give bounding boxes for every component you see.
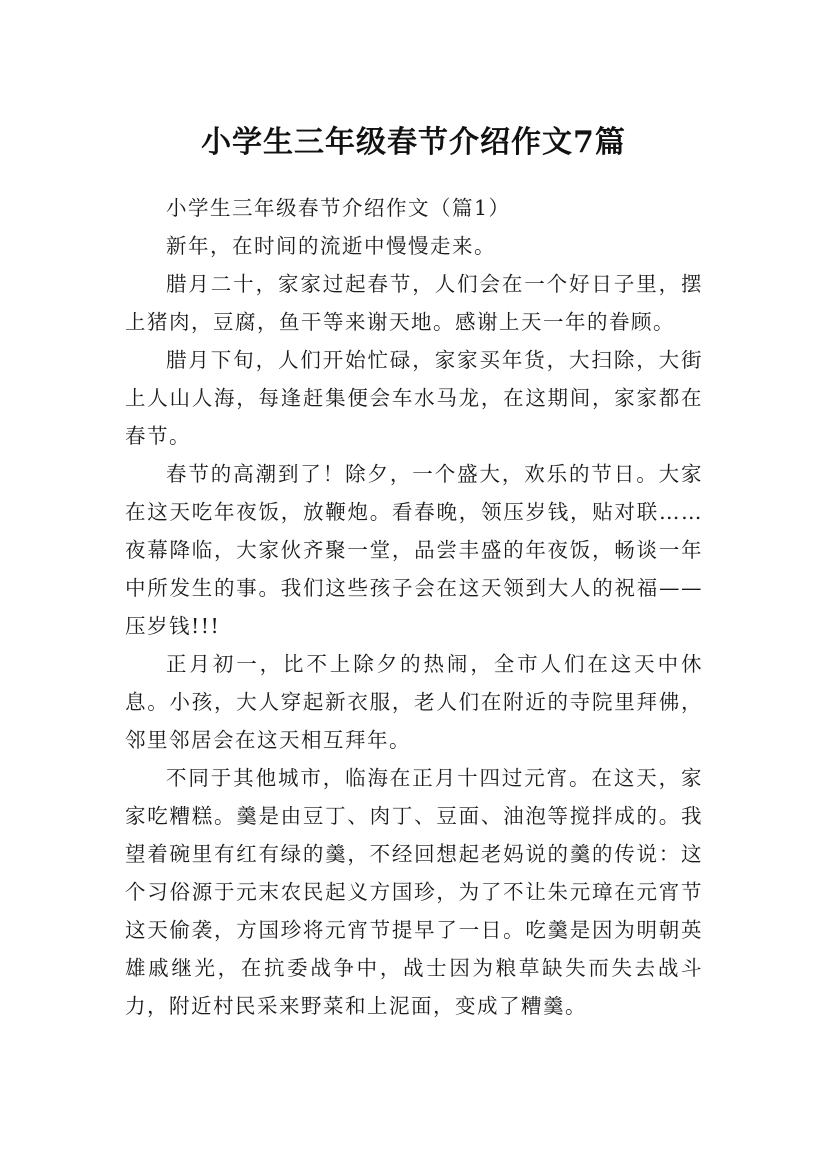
document-body	[125, 189, 703, 1025]
document-title: 小学生三年级春节介绍作文7篇	[201, 125, 626, 161]
paragraph: 腊月下旬，人们开始忙碌，家家买年货，大扫除，大街上人山人海，每逢赶集便会车水马龙，在这期间，家家都在春节。	[125, 348, 703, 448]
section-heading: 小学生三年级春节介绍作文（篇1）	[166, 196, 511, 220]
paragraph: 正月初一，比不上除夕的热闹，全市人们在这天中休息。小孩，大人穿起新衣服，老人们在附近的寺院里拜佛，邻里邻居会在这天相互拜年。	[125, 652, 703, 752]
paragraph: 腊月二十，家家过起春节，人们会在一个好日子里，摆上猪肉，豆腐，鱼干等来谢天地。感谢上天一年的眷顾。	[125, 272, 703, 334]
paragraph: 春节的高潮到了！除夕，一个盛大，欢乐的节日。大家在这天吃年夜饭，放鞭炮。看春晚，领压岁钱，贴对联……夜幕降临，大家伙齐聚一堂，品尝丰盛的年夜饭，畅谈一年中所发生的事。我们这些孩子会在这天领到大人的祝福——压岁钱!!!	[125, 462, 703, 638]
paragraph: 新年，在时间的流逝中慢慢走来。	[166, 234, 496, 258]
paragraph: 不同于其他城市，临海在正月十四过元宵。在这天，家家吃糟糕。羹是由豆丁、肉丁、豆面、油泡等搅拌成的。我望着碗里有红有绿的羹，不经回想起老妈说的羹的传说：这个习俗源于元末农民起义方国珍，为了不让朱元璋在元宵节这天偷袭，方国珍将元宵节提早了一日。吃羹是因为明朝英雄戚继光，在抗委战争中，战士因为粮草缺失而失去战斗力，附近村民采来野菜和上泥面，变成了糟羹。	[125, 766, 703, 1018]
